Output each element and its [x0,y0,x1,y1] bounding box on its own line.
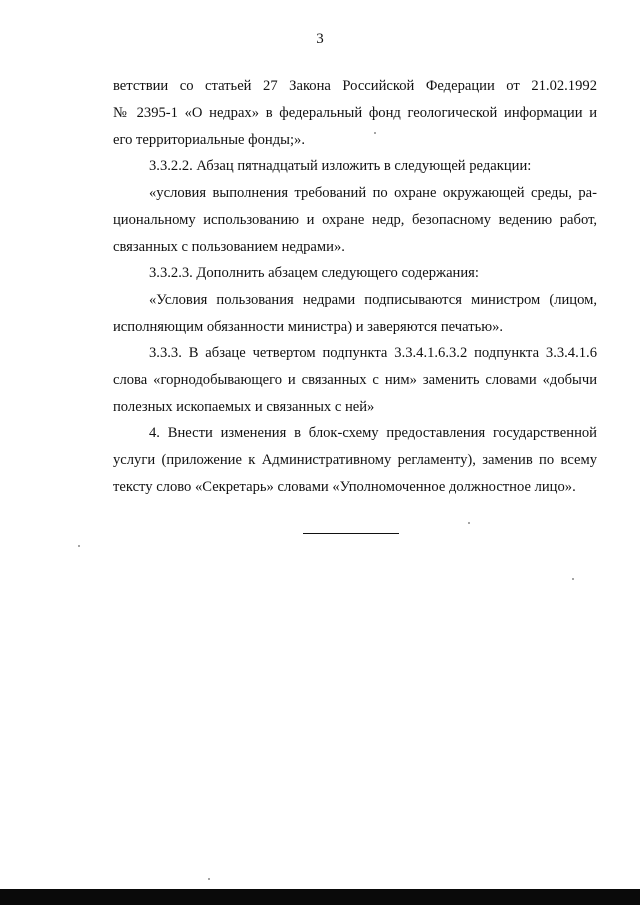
paragraph-4 [113,420,597,500]
text-line: «Условия пользования недрами подписываются министром (лицом, [149,292,597,308]
text-line: связанных с пользованием недрами». [113,238,345,255]
scan-speck [468,522,470,524]
text-line: «условия выполнения требований по охране окружающей среды, ра- [149,185,597,201]
page-number: 3 [316,31,324,47]
paragraph-3-3-2-3 [113,260,597,287]
text-line: исполняющим обязанности министра) и заверяются печатью». [113,318,504,335]
paragraph-continuation [113,73,597,153]
text-line: 3.3.2.2. Абзац пятнадцатый изложить в следующей редакции: [149,158,532,174]
text-line: услуги (приложение к Административному регламенту), заменив по всему [113,451,597,468]
text-line: циональному использованию и охране недр, безопасному ведению работ, [113,211,597,228]
text-line: слова «горнодобывающего и связанных с ним» заменить словами «добычи [113,371,597,388]
scan-speck [572,578,574,580]
text-line: тексту слово «Секретарь» словами «Уполномоченное должностное лицо». [113,478,576,495]
scan-speck [374,132,376,134]
paragraph-quote-signing [113,287,597,341]
text-line: 4. Внести изменения в блок-схему предоставления государственной [149,425,597,441]
paragraph-3-3-2-2 [113,153,597,180]
scan-speck [78,545,80,547]
scan-speck [208,878,210,880]
paragraph-quote-conditions [113,180,597,260]
text-line: полезных ископаемых и связанных с ней» [113,398,375,415]
scan-bottom-edge [0,889,640,905]
paragraph-3-3-3 [113,340,597,420]
section-divider [303,533,399,534]
text-line: № 2395-1 «О недрах» в федеральный фонд геологической информации и [113,104,597,121]
text-line: его территориальные фонды;». [113,131,305,148]
text-line: 3.3.3. В абзаце четвертом подпункта 3.3.4.1.6.3.2 подпункта 3.3.4.1.6 [149,345,597,361]
text-line: ветствии со статьей 27 Закона Российской Федерации от 21.02.1992 [113,78,597,94]
text-line: 3.3.2.3. Дополнить абзацем следующего содержания: [149,265,479,281]
